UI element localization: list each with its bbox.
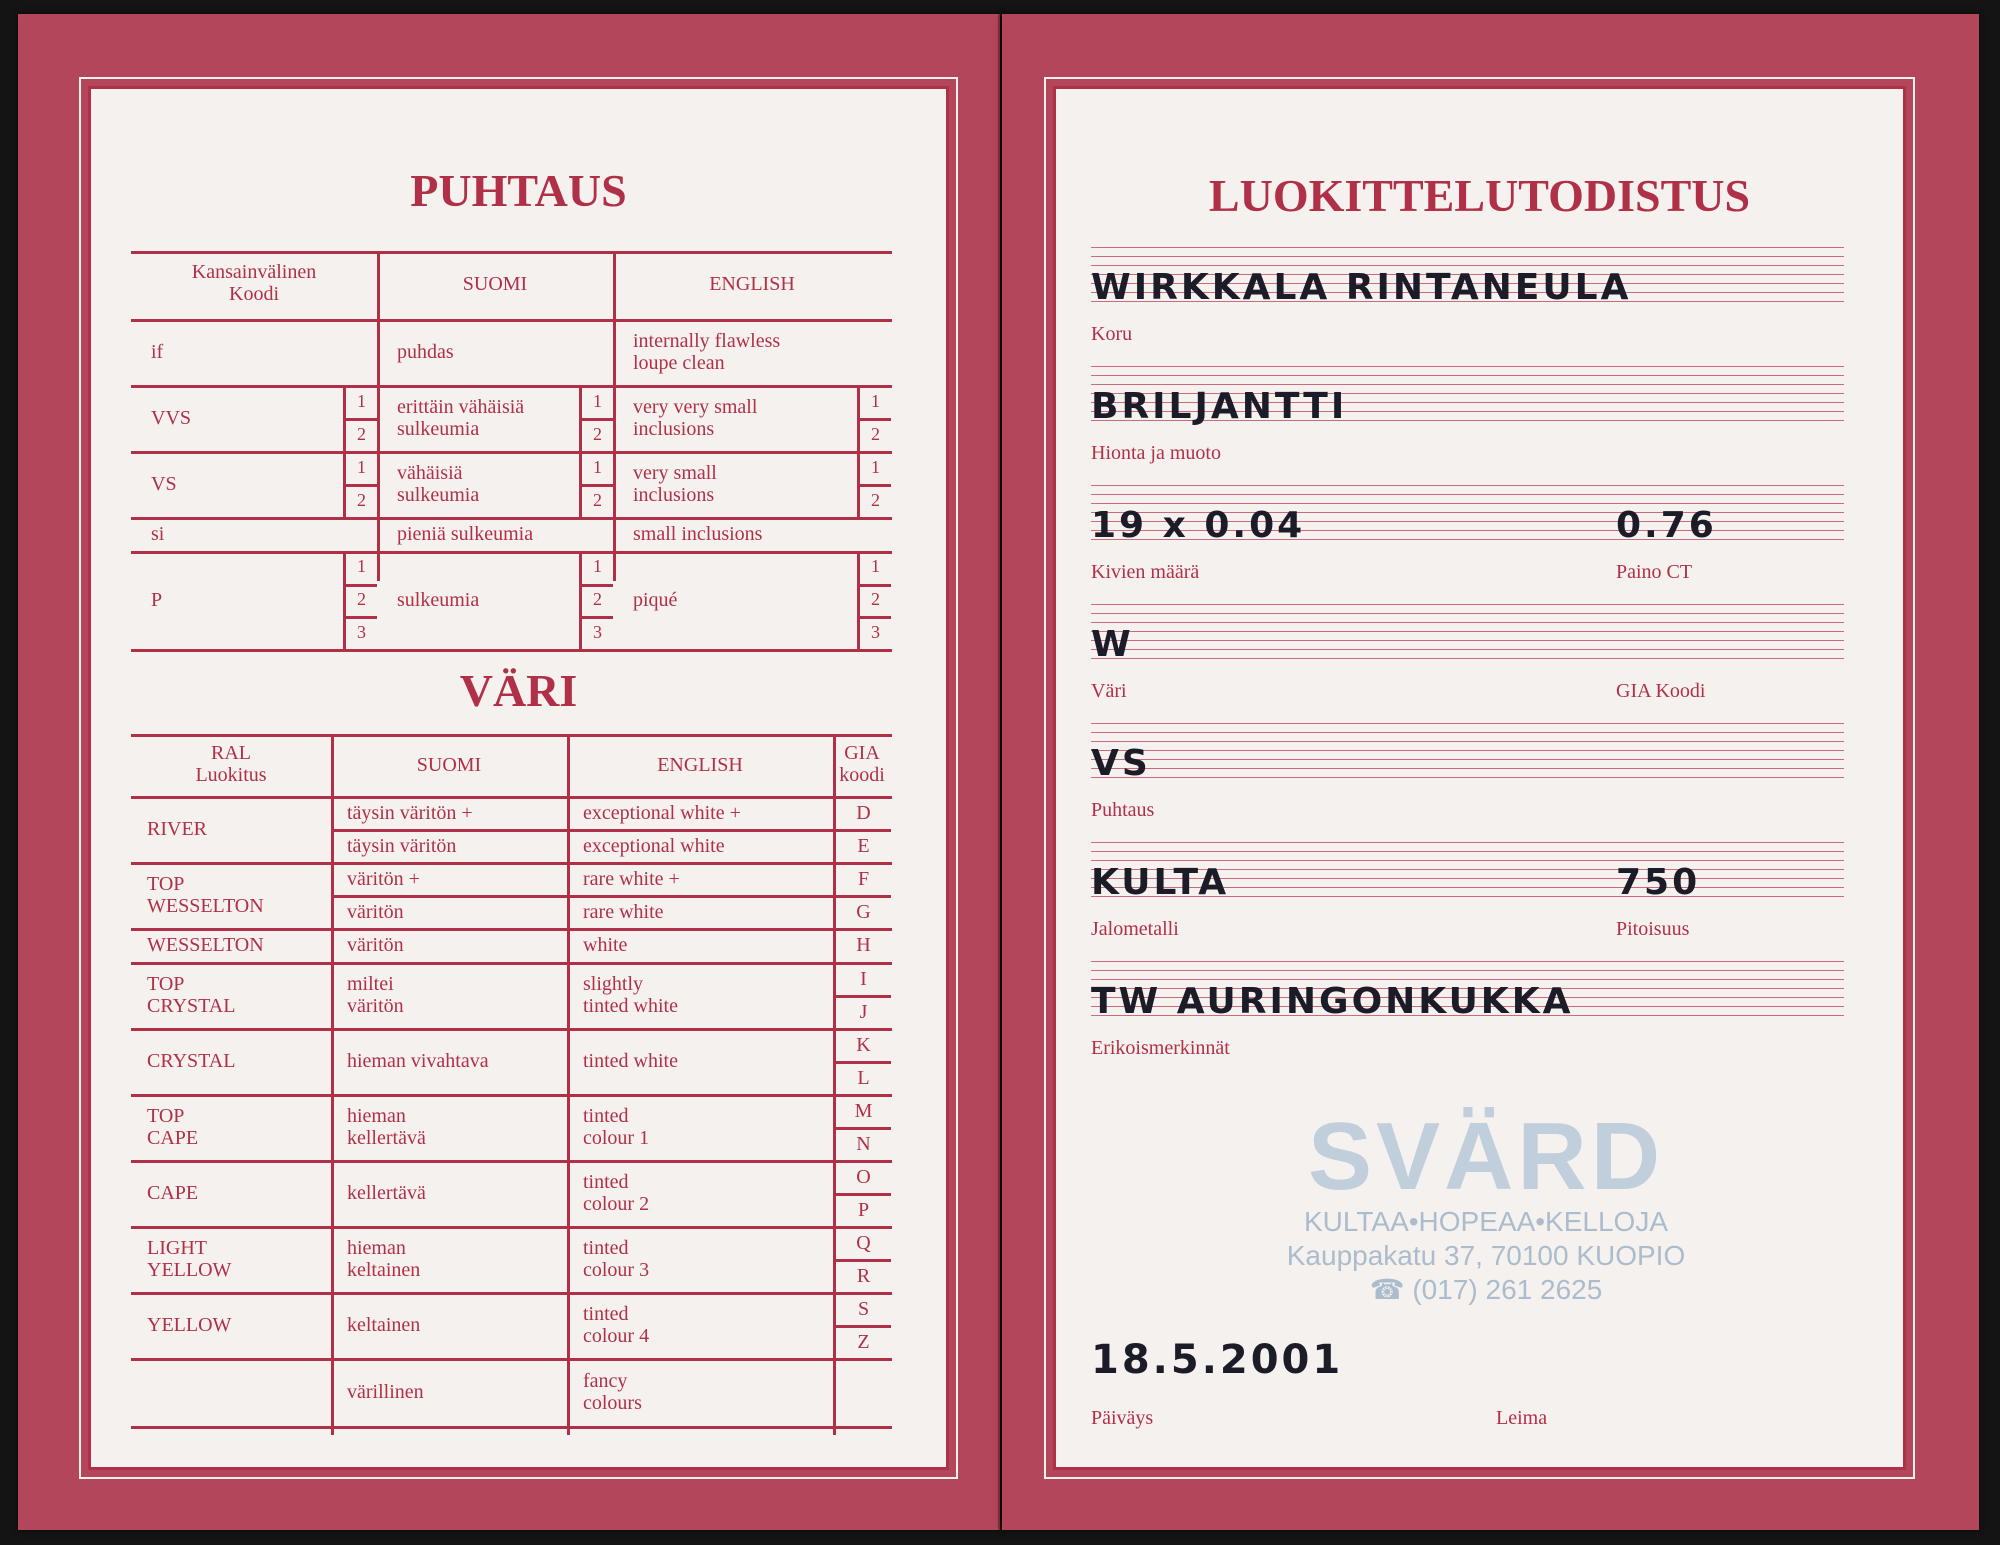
vari-row-rule	[131, 1094, 892, 1097]
ledger-line	[1091, 494, 1844, 495]
gia-code: J	[859, 1000, 868, 1023]
vari-en: tinted colour 3	[583, 1237, 650, 1281]
vari-en: fancy colours	[583, 1370, 642, 1414]
gia-code: D	[856, 801, 871, 824]
puhtaus-top-rule	[131, 251, 892, 254]
vari-ral: YELLOW	[147, 1314, 232, 1336]
field-label-2: Pitoisuus	[1616, 918, 1690, 940]
grade-number: 3	[871, 621, 880, 642]
stamp-line-1: KULTAA•HOPEAA•KELLOJA	[1303, 1206, 1669, 1237]
gia-code: Q	[856, 1231, 871, 1254]
puhtaus-col-rule	[613, 251, 616, 581]
puhtaus-en: internally flawless loupe clean	[633, 330, 781, 374]
grade-box-rule	[343, 418, 377, 421]
handwritten-value-2: 750	[1616, 862, 1701, 903]
grade-number: 1	[871, 456, 880, 477]
handwritten-value: W	[1091, 624, 1134, 665]
grade-number: 1	[593, 390, 602, 411]
puhtaus-row-rule	[131, 551, 892, 554]
vari-en: tinted colour 2	[583, 1171, 650, 1215]
gia-subrow-rule	[833, 1259, 891, 1262]
vari-fi: keltainen	[347, 1314, 421, 1336]
ledger-line	[1091, 604, 1844, 605]
vari-row-rule	[131, 1292, 892, 1295]
date-label: Päiväys	[1091, 1407, 1154, 1429]
vari-row-rule	[131, 928, 892, 931]
handwritten-value: TW AURINGONKUKKA	[1091, 981, 1574, 1022]
vari-row-rule	[131, 1028, 892, 1031]
vari-subrow-rule	[331, 895, 891, 898]
ledger-line	[1091, 613, 1844, 614]
ledger-line	[1091, 485, 1844, 486]
date-value: 18.5.2001	[1091, 1337, 1344, 1383]
grade-number: 2	[357, 489, 366, 510]
gia-subrow-rule	[833, 895, 891, 898]
gia-code: E	[857, 834, 870, 857]
puhtaus-code: VVS	[151, 407, 192, 429]
puhtaus-header-fi: SUOMI	[462, 273, 528, 295]
grading-tables-panel	[88, 86, 949, 1470]
ledger-line	[1091, 631, 1844, 632]
grade-box-rule	[343, 484, 377, 487]
seal-label: Leima	[1496, 1407, 1548, 1429]
gia-subrow-rule	[833, 1193, 891, 1196]
certificate-right-page	[1002, 14, 1979, 1530]
puhtaus-code: VS	[151, 473, 177, 495]
puhtaus-row-rule	[131, 385, 892, 388]
gia-code: R	[856, 1264, 871, 1287]
ledger-line	[1091, 375, 1844, 376]
grade-box-rule	[579, 584, 613, 587]
vari-en: exceptional white	[583, 834, 725, 857]
vari-subrow-rule	[331, 829, 891, 832]
puhtaus-en: very small inclusions	[633, 462, 717, 506]
ledger-line	[1091, 649, 1844, 650]
vari-row-rule	[131, 962, 892, 965]
gia-code: O	[856, 1165, 871, 1188]
gia-code: Z	[857, 1330, 870, 1353]
vari-fi: hieman keltainen	[347, 1237, 421, 1281]
grade-number: 2	[593, 489, 602, 510]
vari-header-ral: RAL Luokitus	[195, 742, 267, 786]
gia-code: K	[856, 1033, 871, 1056]
puhtaus-fi: pieniä sulkeumia	[397, 523, 534, 545]
grade-box-rule	[343, 584, 377, 587]
vari-row-rule	[131, 1226, 892, 1229]
vari-title: VÄRI	[459, 665, 578, 716]
vari-fi: täysin väritön +	[347, 801, 473, 824]
handwritten-value: KULTA	[1091, 862, 1230, 903]
ledger-line	[1091, 503, 1844, 504]
puhtaus-fi: sulkeumia	[397, 589, 480, 611]
grade-number: 1	[593, 456, 602, 477]
handwritten-value: VS	[1091, 743, 1151, 784]
gia-subrow-rule	[833, 1061, 891, 1064]
gia-code: N	[856, 1132, 871, 1155]
puhtaus-row-rule	[131, 517, 892, 520]
certificate-title: LUOKITTELUTODISTUS	[1208, 170, 1751, 221]
ledger-line	[1091, 759, 1844, 760]
gia-code: F	[857, 867, 870, 890]
gia-code: I	[860, 967, 867, 990]
vari-row-rule	[131, 1358, 892, 1361]
grade-number: 2	[593, 589, 602, 609]
vari-fi: väritön +	[347, 867, 420, 890]
ledger-line	[1091, 640, 1844, 641]
vari-fi: väritön	[347, 934, 404, 956]
grade-number: 3	[357, 621, 366, 642]
puhtaus-code: if	[151, 341, 164, 363]
ledger-line	[1091, 658, 1844, 659]
grade-number: 1	[357, 390, 366, 411]
vari-ral: TOP WESSELTON	[147, 873, 264, 917]
ledger-line	[1091, 723, 1844, 724]
vari-fi: täysin väritön	[347, 834, 457, 857]
vari-fi: väritön	[347, 900, 404, 923]
ledger-line	[1091, 384, 1844, 385]
ledger-line	[1091, 265, 1844, 266]
grade-number: 3	[593, 621, 602, 642]
vari-col-rule	[567, 734, 570, 1435]
ledger-line	[1091, 768, 1844, 769]
grade-box-rule	[579, 484, 613, 487]
certificate-form-panel	[1053, 86, 1906, 1470]
vari-row-rule	[131, 1160, 892, 1163]
ledger-line	[1091, 979, 1844, 980]
gia-code: G	[856, 900, 871, 923]
vari-ral: TOP CRYSTAL	[147, 973, 236, 1017]
ledger-line	[1091, 860, 1844, 861]
grade-box-rule	[343, 616, 377, 619]
vari-header-rule	[131, 796, 892, 799]
grade-box-rule	[857, 418, 891, 421]
handwritten-value: 19 x 0.04	[1091, 505, 1306, 546]
vari-header-fi: SUOMI	[416, 754, 482, 776]
vari-en: tinted colour 4	[583, 1303, 650, 1347]
vari-en: tinted white	[583, 1050, 678, 1072]
field-label: Väri	[1091, 680, 1127, 702]
gia-subrow-rule	[833, 995, 891, 998]
puhtaus-row-rule	[131, 649, 892, 652]
ledger-line	[1091, 622, 1844, 623]
grade-box-rule	[579, 616, 613, 619]
vari-en: slightly tinted white	[583, 973, 678, 1017]
vari-top-rule	[131, 734, 892, 737]
gia-code: S	[857, 1297, 870, 1320]
puhtaus-en: very very small inclusions	[633, 396, 758, 440]
vari-ral: LIGHT YELLOW	[147, 1237, 232, 1281]
puhtaus-fi: vähäisiä sulkeumia	[397, 462, 480, 506]
grade-number: 2	[357, 423, 366, 444]
ledger-line	[1091, 366, 1844, 367]
ledger-line	[1091, 247, 1844, 248]
grade-number: 2	[871, 423, 880, 444]
grade-number: 2	[593, 423, 602, 444]
grade-box-rule	[857, 616, 891, 619]
vari-row-rule	[131, 1426, 892, 1429]
vari-fi: hieman vivahtava	[347, 1050, 489, 1072]
grade-number: 1	[357, 556, 366, 577]
gia-subrow-rule	[833, 829, 891, 832]
handwritten-value: BRILJANTTI	[1091, 386, 1348, 427]
vari-ral: CRYSTAL	[147, 1050, 236, 1072]
stamp-line-2: Kauppakatu 37, 70100 KUOPIO	[1286, 1240, 1686, 1271]
vari-ral: WESSELTON	[147, 934, 264, 956]
puhtaus-col-rule	[377, 251, 380, 581]
vari-ral: TOP CAPE	[147, 1105, 199, 1149]
grade-number: 2	[871, 589, 880, 609]
ledger-line	[1091, 256, 1844, 257]
handwritten-value: WIRKKALA RINTANEULA	[1091, 267, 1632, 308]
vari-fi: värillinen	[347, 1381, 424, 1403]
ledger-line	[1091, 842, 1844, 843]
ledger-line	[1091, 741, 1844, 742]
puhtaus-fi: erittäin vähäisiä sulkeumia	[397, 396, 525, 440]
gia-subrow-rule	[833, 1127, 891, 1130]
puhtaus-row-rule	[131, 451, 892, 454]
vari-en: rare white	[583, 900, 664, 923]
ledger-line	[1091, 851, 1844, 852]
stamp-line-3: ☎ (017) 261 2625	[1369, 1274, 1603, 1305]
grade-number: 1	[871, 556, 880, 577]
grade-number: 2	[871, 489, 880, 510]
grade-number: 2	[357, 589, 366, 609]
field-label: Erikoismerkinnät	[1091, 1037, 1230, 1059]
field-label: Jalometalli	[1091, 918, 1179, 940]
puhtaus-fi: puhdas	[397, 341, 454, 363]
ledger-line	[1091, 970, 1844, 971]
vari-en: exceptional white +	[583, 801, 741, 824]
vari-header-gia: GIA koodi	[839, 742, 885, 786]
vari-ral: RIVER	[147, 818, 207, 840]
puhtaus-code: si	[151, 523, 165, 545]
puhtaus-header-en: ENGLISH	[709, 273, 795, 295]
puhtaus-header-rule	[131, 319, 892, 322]
field-label: Koru	[1091, 323, 1133, 345]
field-label: Kivien määrä	[1091, 561, 1200, 583]
grade-box-rule	[857, 484, 891, 487]
grade-number: 1	[357, 456, 366, 477]
ledger-line	[1091, 732, 1844, 733]
grade-number: 1	[593, 556, 602, 577]
ledger-line	[1091, 961, 1844, 962]
grade-box-rule	[579, 418, 613, 421]
ledger-line	[1091, 750, 1844, 751]
field-label-2: Paino CT	[1616, 561, 1693, 583]
vari-ral: CAPE	[147, 1182, 199, 1204]
grade-box-rule	[857, 584, 891, 587]
puhtaus-header-code: Kansainvälinen Koodi	[191, 261, 317, 305]
vari-fi: hieman kellertävä	[347, 1105, 426, 1149]
field-label: Puhtaus	[1091, 799, 1155, 821]
gia-code: L	[857, 1066, 870, 1089]
field-label: Hionta ja muoto	[1091, 442, 1221, 464]
vari-fi: miltei väritön	[347, 973, 404, 1017]
vari-fi: kellertävä	[347, 1182, 426, 1204]
gia-subrow-rule	[833, 1325, 891, 1328]
gia-code: P	[857, 1198, 870, 1221]
puhtaus-title: PUHTAUS	[410, 165, 627, 216]
vari-en: rare white +	[583, 867, 680, 890]
stamp-brand: SVÄRD	[1307, 1103, 1665, 1210]
gia-code: M	[854, 1099, 873, 1122]
puhtaus-en: small inclusions	[633, 523, 763, 545]
handwritten-value-2: 0.76	[1616, 505, 1717, 546]
field-label-2: GIA Koodi	[1616, 680, 1706, 702]
puhtaus-en: piqué	[633, 589, 678, 611]
vari-en: white	[583, 934, 628, 956]
puhtaus-code: P	[151, 589, 163, 611]
grade-number: 1	[871, 390, 880, 411]
ledger-line	[1091, 777, 1844, 778]
gia-code: H	[856, 934, 871, 956]
vari-header-en: ENGLISH	[657, 754, 743, 776]
certificate-left-page	[18, 14, 1000, 1530]
vari-en: tinted colour 1	[583, 1105, 650, 1149]
vari-row-rule	[131, 862, 892, 865]
store-stamp	[1246, 1103, 1726, 1307]
